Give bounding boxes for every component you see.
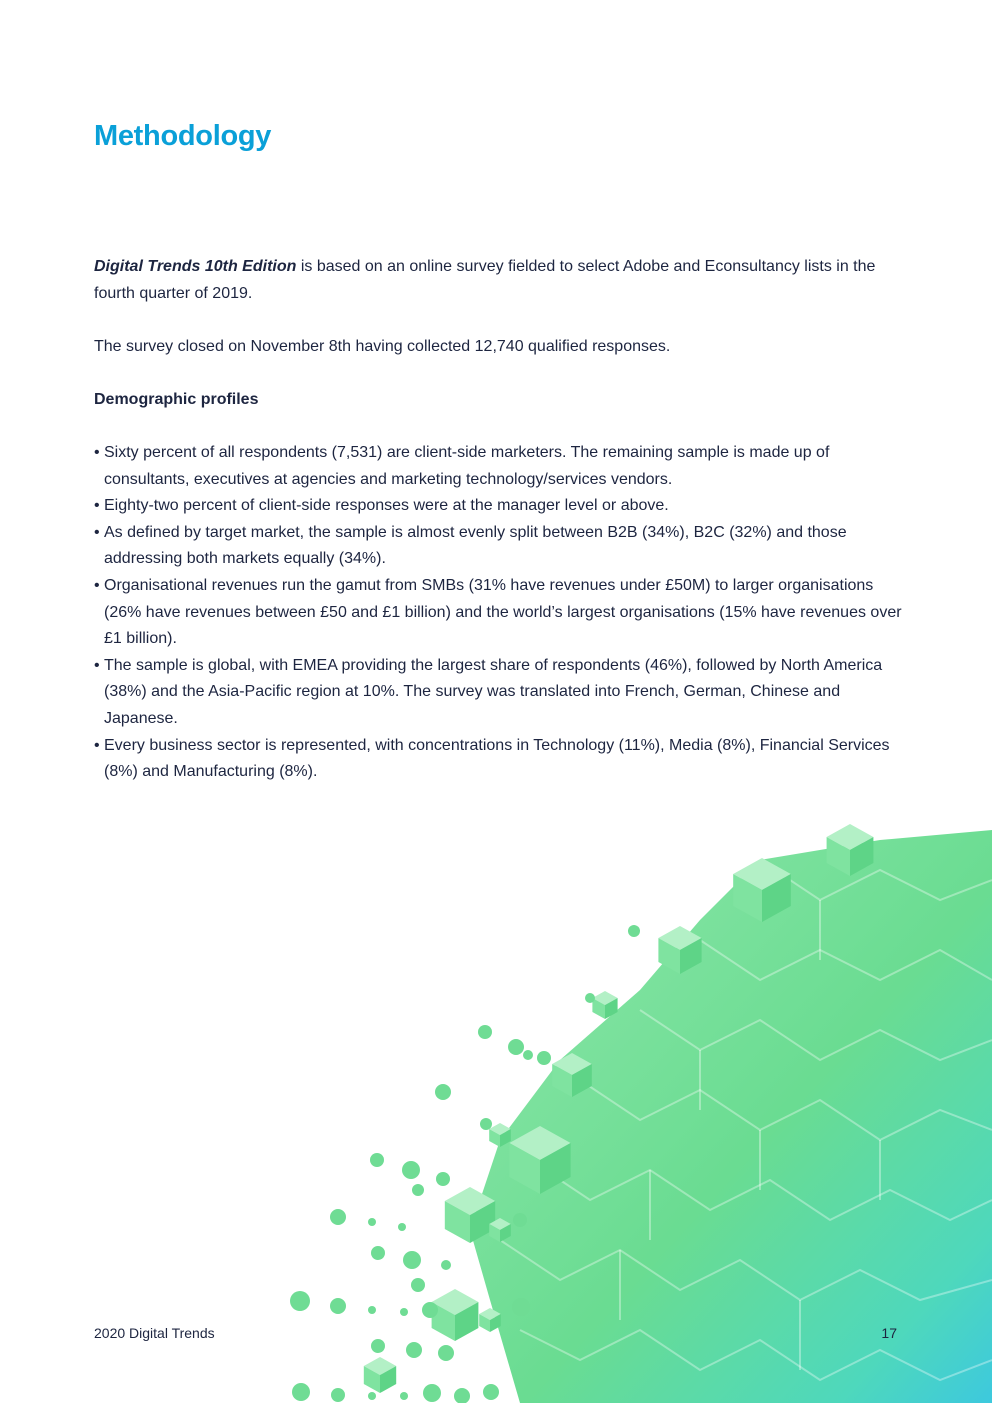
intro-text: is based on an online survey fielded to select Adobe and Econsultancy lists in the fourth quarter of 2019. — [94, 258, 876, 302]
page-title: Methodology — [94, 120, 272, 152]
list-item: • Sixty percent of all respondents (7,531) are client-side marketers. The remaining sample is made up of consultants, executives at agencies and marketing technology/services vendors. — [94, 440, 909, 493]
list-item: • Organisational revenues run the gamut from SMBs (31% have revenues under £50M) to larger organisations (26% have revenues between £50 and £1 billion) and the world’s largest organisations (15% have revenues over £1 billion). — [94, 573, 909, 653]
page-number: 17 — [881, 1325, 897, 1341]
list-item: • As defined by target market, the sample is almost evenly split between B2B (34%), B2C (32%) and those addressing both markets equally (34%). — [94, 520, 909, 573]
demographic-list — [94, 440, 909, 786]
footer-publication: 2020 Digital Trends — [94, 1325, 215, 1341]
report-title-emphasis: Digital Trends 10th Edition — [94, 258, 297, 275]
list-item: • The sample is global, with EMEA providing the largest share of respondents (46%), followed by North America (38%) and the Asia-Pacific region at 10%. The survey was translated into French, German, Chinese and Japanese. — [94, 653, 909, 733]
list-item: • Eighty-two percent of client-side responses were at the manager level or above. — [94, 493, 909, 520]
list-item: • Every business sector is represented, with concentrations in Technology (11%), Media (8%), Financial Services (8%) and Manufacturing (8%). — [94, 733, 909, 786]
survey-closed-paragraph: The survey closed on November 8th having collected 12,740 qualified responses. — [94, 338, 671, 355]
intro-paragraph — [94, 253, 909, 307]
demographic-profiles-heading: Demographic profiles — [94, 391, 259, 408]
